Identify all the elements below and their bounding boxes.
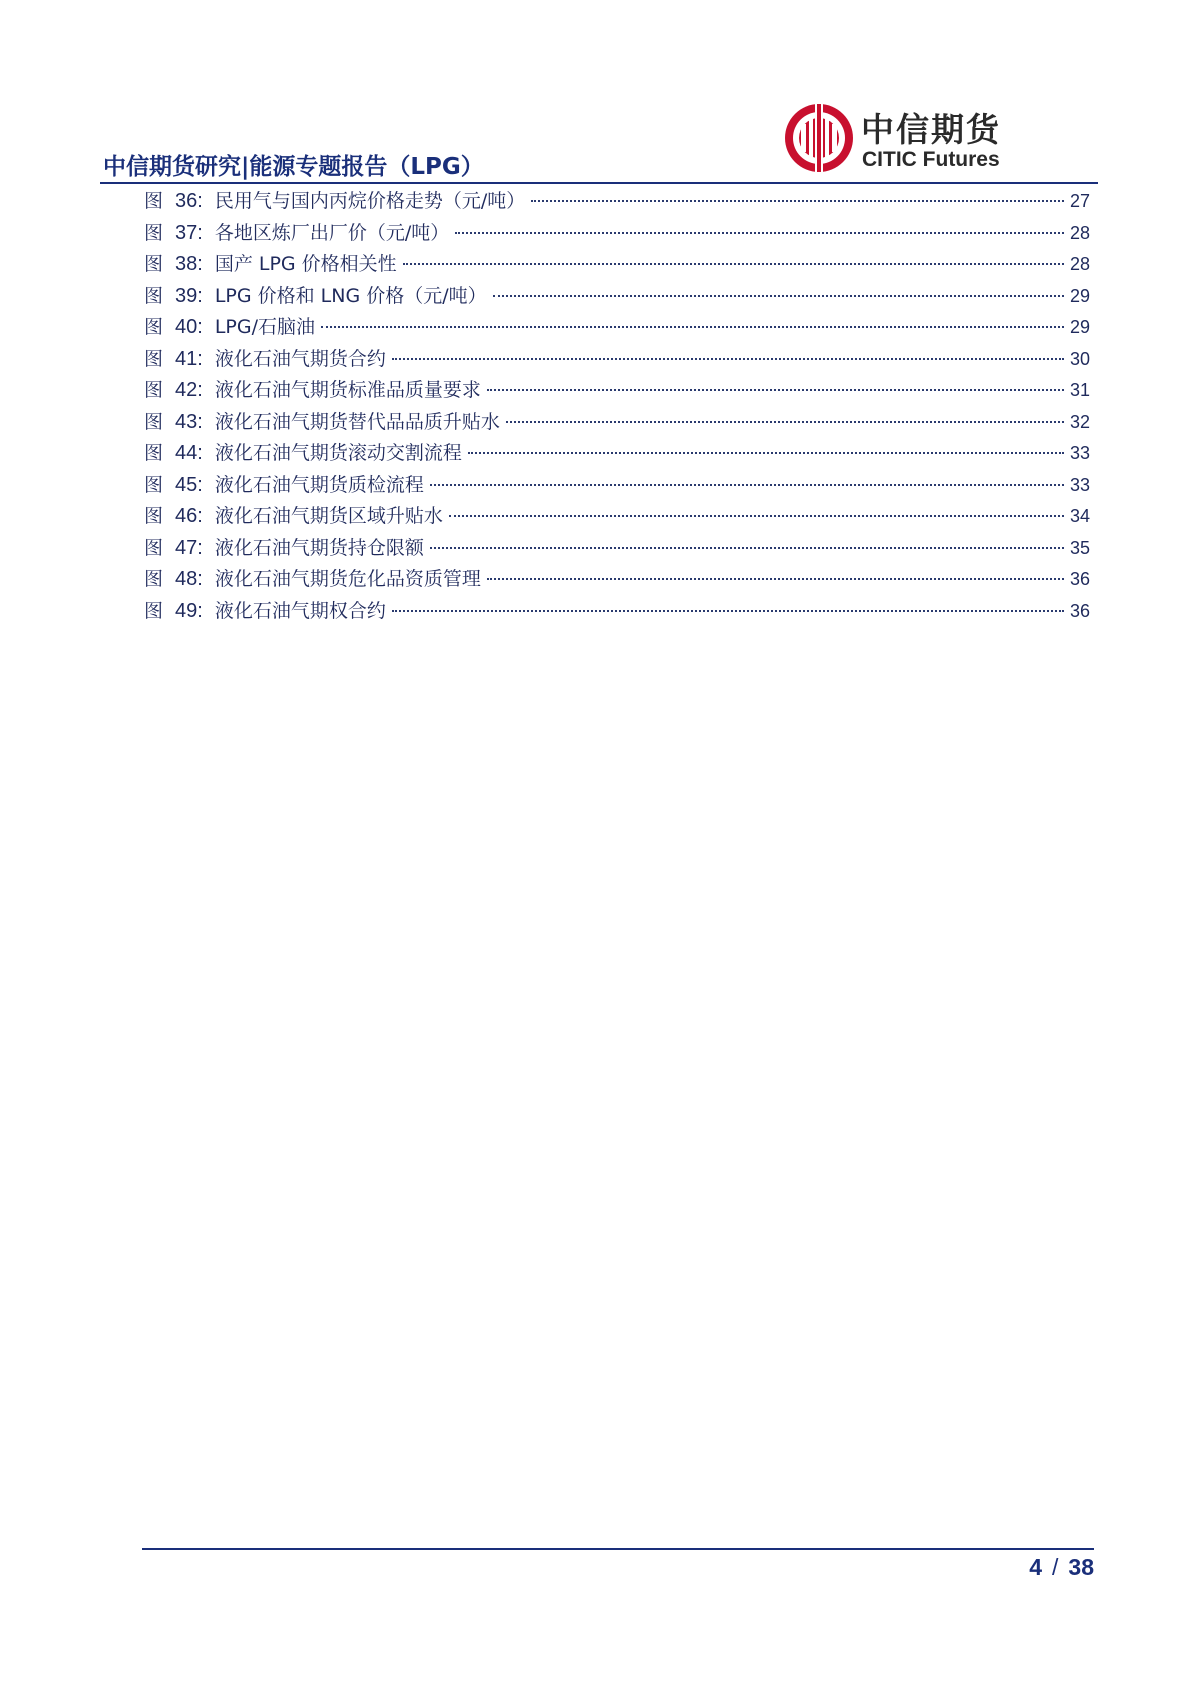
toc-item-title: 液化石油气期货危化品资质管理 xyxy=(214,568,481,590)
toc-item-page: 28 xyxy=(1069,254,1090,274)
citic-emblem-icon xyxy=(783,102,855,174)
toc-item-fig-label: 图 xyxy=(144,473,164,496)
report-header-title: 中信期货研究|能源专题报告（LPG） xyxy=(103,154,484,180)
toc-item-number: 40: xyxy=(175,316,203,338)
toc-item-page: 28 xyxy=(1069,222,1090,243)
logo-english-name: CITIC Futures xyxy=(862,148,1000,171)
toc-item-page: 33 xyxy=(1069,443,1090,463)
toc-item-title: LPG/石脑油 xyxy=(214,316,315,338)
toc-item[interactable] xyxy=(144,249,1090,281)
toc-item-title: 液化石油气期货质检流程 xyxy=(214,473,424,496)
toc-item-fig-label: 图 xyxy=(144,221,164,244)
toc-item[interactable] xyxy=(144,501,1090,533)
toc-item-page: 31 xyxy=(1069,380,1090,400)
toc-item-page: 33 xyxy=(1069,474,1090,495)
toc-item-title: 液化石油气期货标准品质量要求 xyxy=(214,379,481,401)
toc-item-leader xyxy=(493,295,1064,297)
toc-item[interactable] xyxy=(144,186,1090,218)
toc-item-leader xyxy=(455,232,1064,234)
toc-item-number: 36: xyxy=(175,190,203,212)
toc-item[interactable] xyxy=(144,375,1090,407)
toc-item-number: 42: xyxy=(175,379,203,401)
toc-item-leader xyxy=(468,452,1064,454)
toc-item-number: 37: xyxy=(175,221,203,244)
toc-item-title: 液化石油气期货区域升贴水 xyxy=(214,505,443,527)
toc-item-title: 液化石油气期货持仓限额 xyxy=(214,536,424,559)
toc-item-leader xyxy=(430,484,1064,486)
toc-item-leader xyxy=(430,547,1064,549)
logo-chinese-name: 中信期货 xyxy=(861,110,1001,149)
toc-item[interactable] xyxy=(144,218,1090,250)
citic-futures-logo xyxy=(783,102,1023,174)
toc-item-leader xyxy=(506,421,1064,423)
total-pages-number: 38 xyxy=(1068,1554,1094,1580)
toc-item-fig-label: 图 xyxy=(144,316,164,338)
toc-item-title: LPG 价格和 LNG 价格（元/吨） xyxy=(214,284,487,307)
toc-item-title: 民用气与国内丙烷价格走势（元/吨） xyxy=(214,190,526,212)
toc-item-fig-label: 图 xyxy=(144,410,164,433)
toc-item-leader xyxy=(449,515,1064,517)
toc-item-number: 43: xyxy=(175,410,203,433)
toc-item-fig-label: 图 xyxy=(144,505,164,527)
footer-divider xyxy=(142,1548,1094,1550)
toc-item-number: 39: xyxy=(175,284,203,307)
toc-item-fig-label: 图 xyxy=(144,253,164,275)
toc-item[interactable] xyxy=(144,470,1090,502)
current-page-number: 4 xyxy=(1029,1554,1043,1580)
toc-item-page: 29 xyxy=(1069,317,1090,337)
toc-item-number: 38: xyxy=(175,253,203,275)
toc-item-page: 36 xyxy=(1069,569,1090,589)
figure-toc-list xyxy=(144,186,1090,627)
page-separator: / xyxy=(1052,1554,1059,1580)
toc-item-title: 液化石油气期货合约 xyxy=(214,347,386,370)
toc-item-leader xyxy=(487,389,1064,391)
toc-item-page: 35 xyxy=(1069,537,1090,558)
toc-item-fig-label: 图 xyxy=(144,347,164,370)
toc-item[interactable] xyxy=(144,281,1090,313)
toc-item[interactable] xyxy=(144,312,1090,344)
toc-item-leader xyxy=(487,578,1064,580)
toc-item-number: 46: xyxy=(175,505,203,527)
toc-item-number: 41: xyxy=(175,347,203,370)
toc-item-title: 各地区炼厂出厂价（元/吨） xyxy=(214,221,450,244)
toc-item-page: 32 xyxy=(1069,411,1090,432)
toc-item-leader xyxy=(321,326,1064,328)
toc-item-fig-label: 图 xyxy=(144,442,164,464)
toc-item-fig-label: 图 xyxy=(144,284,164,307)
toc-item-fig-label: 图 xyxy=(144,379,164,401)
toc-item-title: 液化石油气期货滚动交割流程 xyxy=(214,442,462,464)
toc-item-page: 27 xyxy=(1069,191,1090,211)
toc-item[interactable] xyxy=(144,438,1090,470)
toc-item-fig-label: 图 xyxy=(144,536,164,559)
toc-item-leader xyxy=(403,263,1064,265)
header-divider xyxy=(100,182,1098,184)
toc-item[interactable] xyxy=(144,533,1090,565)
toc-item-title: 液化石油气期货替代品品质升贴水 xyxy=(214,410,500,433)
toc-item-fig-label: 图 xyxy=(144,190,164,212)
toc-item-number: 47: xyxy=(175,536,203,559)
toc-item-number: 48: xyxy=(175,568,203,590)
toc-item-leader xyxy=(392,610,1064,612)
toc-item-page: 34 xyxy=(1069,506,1090,526)
toc-item-leader xyxy=(392,358,1064,360)
toc-item[interactable] xyxy=(144,407,1090,439)
toc-item-fig-label: 图 xyxy=(144,568,164,590)
toc-item-title: 国产 LPG 价格相关性 xyxy=(214,253,397,275)
toc-item-page: 29 xyxy=(1069,285,1090,306)
toc-item-leader xyxy=(531,200,1064,202)
toc-item[interactable] xyxy=(144,564,1090,596)
page-indicator xyxy=(1029,1554,1094,1581)
toc-item-number: 45: xyxy=(175,473,203,496)
toc-item-fig-label: 图 xyxy=(144,599,164,622)
toc-item-page: 30 xyxy=(1069,348,1090,369)
toc-item-number: 44: xyxy=(175,442,203,464)
toc-item-title: 液化石油气期权合约 xyxy=(214,599,386,622)
toc-item-page: 36 xyxy=(1069,600,1090,621)
toc-item[interactable] xyxy=(144,344,1090,376)
toc-item[interactable] xyxy=(144,596,1090,628)
toc-item-number: 49: xyxy=(175,599,203,622)
